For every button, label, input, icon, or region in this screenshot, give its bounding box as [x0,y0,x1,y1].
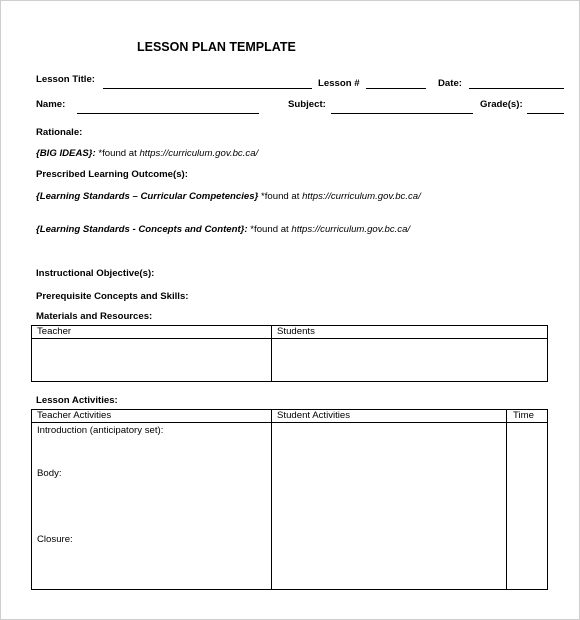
grades-field[interactable] [527,113,564,114]
materials-header-teacher: Teacher [32,326,272,339]
teacher-activities-cell[interactable] [32,423,272,590]
lesson-title-label: Lesson Title: [36,74,95,85]
competencies-link[interactable]: https://curriculum.gov.bc.ca/ [302,191,421,202]
big-ideas-line [36,148,258,159]
introduction-label: Introduction (anticipatory set): [37,425,164,436]
time-cell[interactable] [507,423,548,590]
competencies-note: *found at [258,191,303,202]
date-field[interactable] [469,88,564,89]
prescribed-outcomes-heading: Prescribed Learning Outcome(s): [36,169,188,180]
activities-header-time: Time [507,410,548,423]
content-line [36,224,410,235]
competencies-line [36,191,421,202]
content-note: *found at [247,224,292,235]
big-ideas-link[interactable]: https://curriculum.gov.bc.ca/ [139,148,259,159]
lesson-number-field[interactable] [366,88,426,89]
activities-header-teacher: Teacher Activities [32,410,272,423]
lesson-title-field[interactable] [103,88,312,89]
materials-table [31,325,548,382]
competencies-label: {Learning Standards – Curricular Competencies} [36,191,259,202]
grades-label: Grade(s): [480,99,523,110]
content-label: {Learning Standards - Concepts and Content}: [36,224,248,235]
lesson-number-label: Lesson # [318,78,360,89]
subject-field[interactable] [331,113,473,114]
prerequisite-heading: Prerequisite Concepts and Skills: [36,291,189,302]
rationale-heading: Rationale: [36,127,83,138]
big-ideas-note: *found at [95,148,140,159]
date-label: Date: [438,78,462,89]
materials-heading: Materials and Resources: [36,311,153,322]
name-label: Name: [36,99,66,110]
name-field[interactable] [77,113,259,114]
activities-header-student: Student Activities [272,410,507,423]
activities-table [31,409,548,590]
closure-label: Closure: [37,534,73,545]
lesson-activities-heading: Lesson Activities: [36,395,118,406]
subject-label: Subject: [288,99,326,110]
materials-students-cell[interactable] [272,339,548,382]
body-label: Body: [37,468,62,479]
materials-teacher-cell[interactable] [32,339,272,382]
big-ideas-label: {BIG IDEAS}: [36,148,96,159]
student-activities-cell[interactable] [272,423,507,590]
document-title: LESSON PLAN TEMPLATE [137,40,296,54]
instructional-objectives-heading: Instructional Objective(s): [36,268,155,279]
content-link[interactable]: https://curriculum.gov.bc.ca/ [291,224,411,235]
materials-header-students: Students [272,326,548,339]
